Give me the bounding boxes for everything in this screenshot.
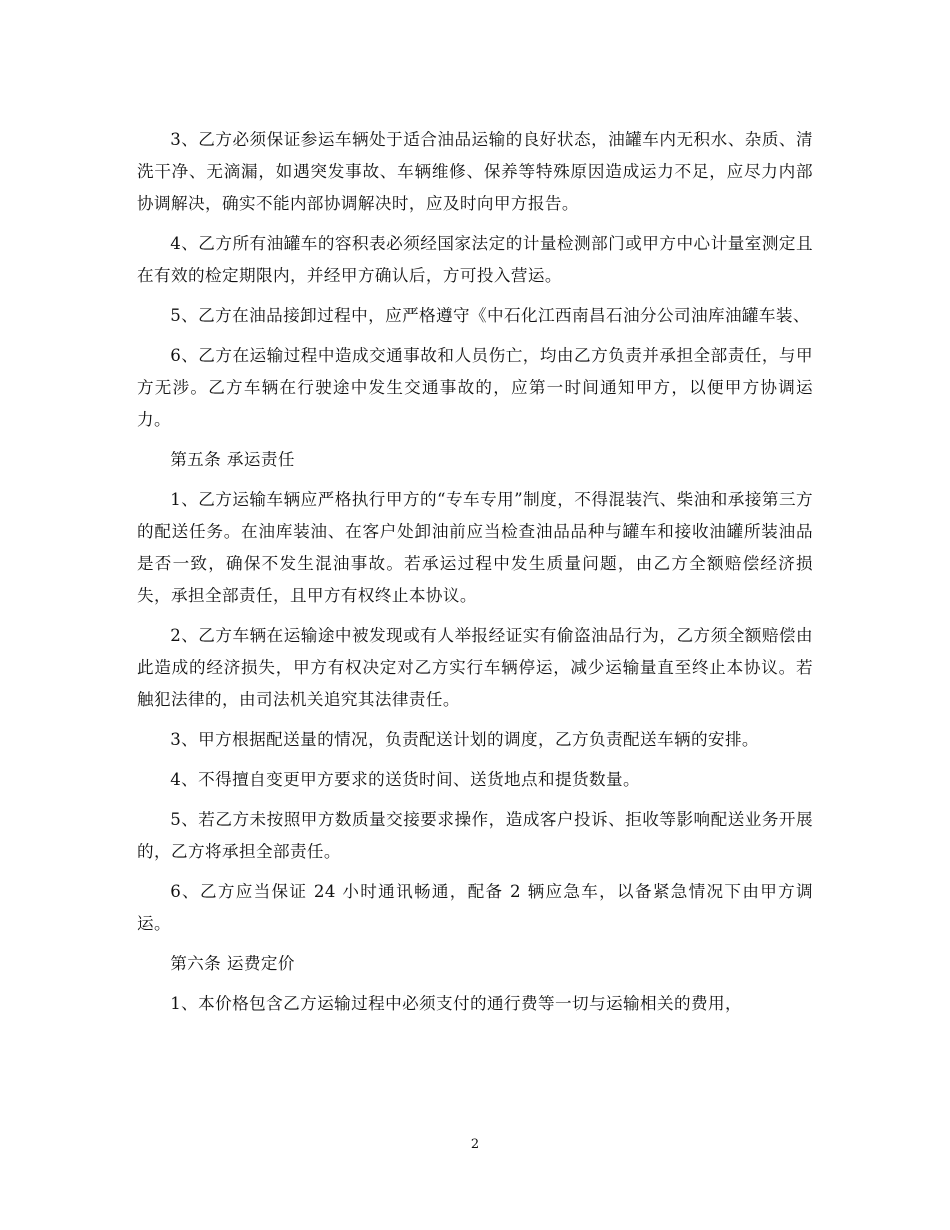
clause-5-item-5: 5、若乙方未按照甲方数质量交接要求操作，造成客户投诉、拒收等影响配送业务开展的，乙方将承担全部责任。 (137, 810, 813, 861)
section-heading-article-5: 第五条 承运责任 (170, 450, 295, 469)
clause-4-item-6: 6、乙方在运输过程中造成交通事故和人员伤亡，均由乙方负责并承担全部责任，与甲方无涉。乙方车辆在行驶途中发生交通事故的，应第一时间通知甲方，以便甲方协调运力。 (137, 346, 813, 429)
clause-5-item-3: 3、甲方根据配送量的情况，负责配送计划的调度，乙方负责配送车辆的安排。 (170, 730, 759, 749)
clause-4-item-4: 4、乙方所有油罐车的容积表必须经国家法定的计量检测部门或甲方中心计量室测定且在有效的检定期限内，并经甲方确认后，方可投入营运。 (137, 234, 813, 285)
clause-4-item-5: 5、乙方在油品接卸过程中，应严格遵守《中石化江西南昌石油分公司油库油罐车装、 (170, 306, 810, 325)
clause-6-item-1: 1、本价格包含乙方运输过程中必须支付的通行费等一切与运输相关的费用， (170, 994, 742, 1013)
section-heading-article-6: 第六条 运费定价 (170, 954, 295, 973)
clause-5-item-1: 1、乙方运输车辆应严格执行甲方的“专车专用”制度，不得混装汽、柴油和承接第三方的配送任务。在油库装油、在客户处卸油前应当检查油品品种与罐车和接收油罐所装油品是否一致，确保不发生混油事故。若承运过程中发生质量问题，由乙方全额赔偿经济损失，承担全部责任，且甲方有权终止本协议。 (137, 490, 813, 605)
page-number: 2 (470, 1137, 480, 1152)
document-body (137, 124, 813, 1028)
clause-5-item-4: 4、不得擅自变更甲方要求的送货时间、送货地点和提货数量。 (170, 770, 640, 789)
clause-5-item-2: 2、乙方车辆在运输途中被发现或有人举报经证实有偷盗油品行为，乙方须全额赔偿由此造成的经济损失，甲方有权决定对乙方实行车辆停运，减少运输量直至终止本协议。若触犯法律的，由司法机关追究其法律责任。 (137, 626, 813, 709)
clause-4-item-3: 3、乙方必须保证参运车辆处于适合油品运输的良好状态，油罐车内无积水、杂质、清洗干净、无滴漏，如遇突发事故、车辆维修、保养等特殊原因造成运力不足，应尽力内部协调解决，确实不能内部协调解决时，应及时向甲方报告。 (137, 130, 813, 213)
clause-5-item-6: 6、乙方应当保证 24 小时通讯畅通，配备 2 辆应急车，以备紧急情况下由甲方调运。 (137, 882, 813, 933)
